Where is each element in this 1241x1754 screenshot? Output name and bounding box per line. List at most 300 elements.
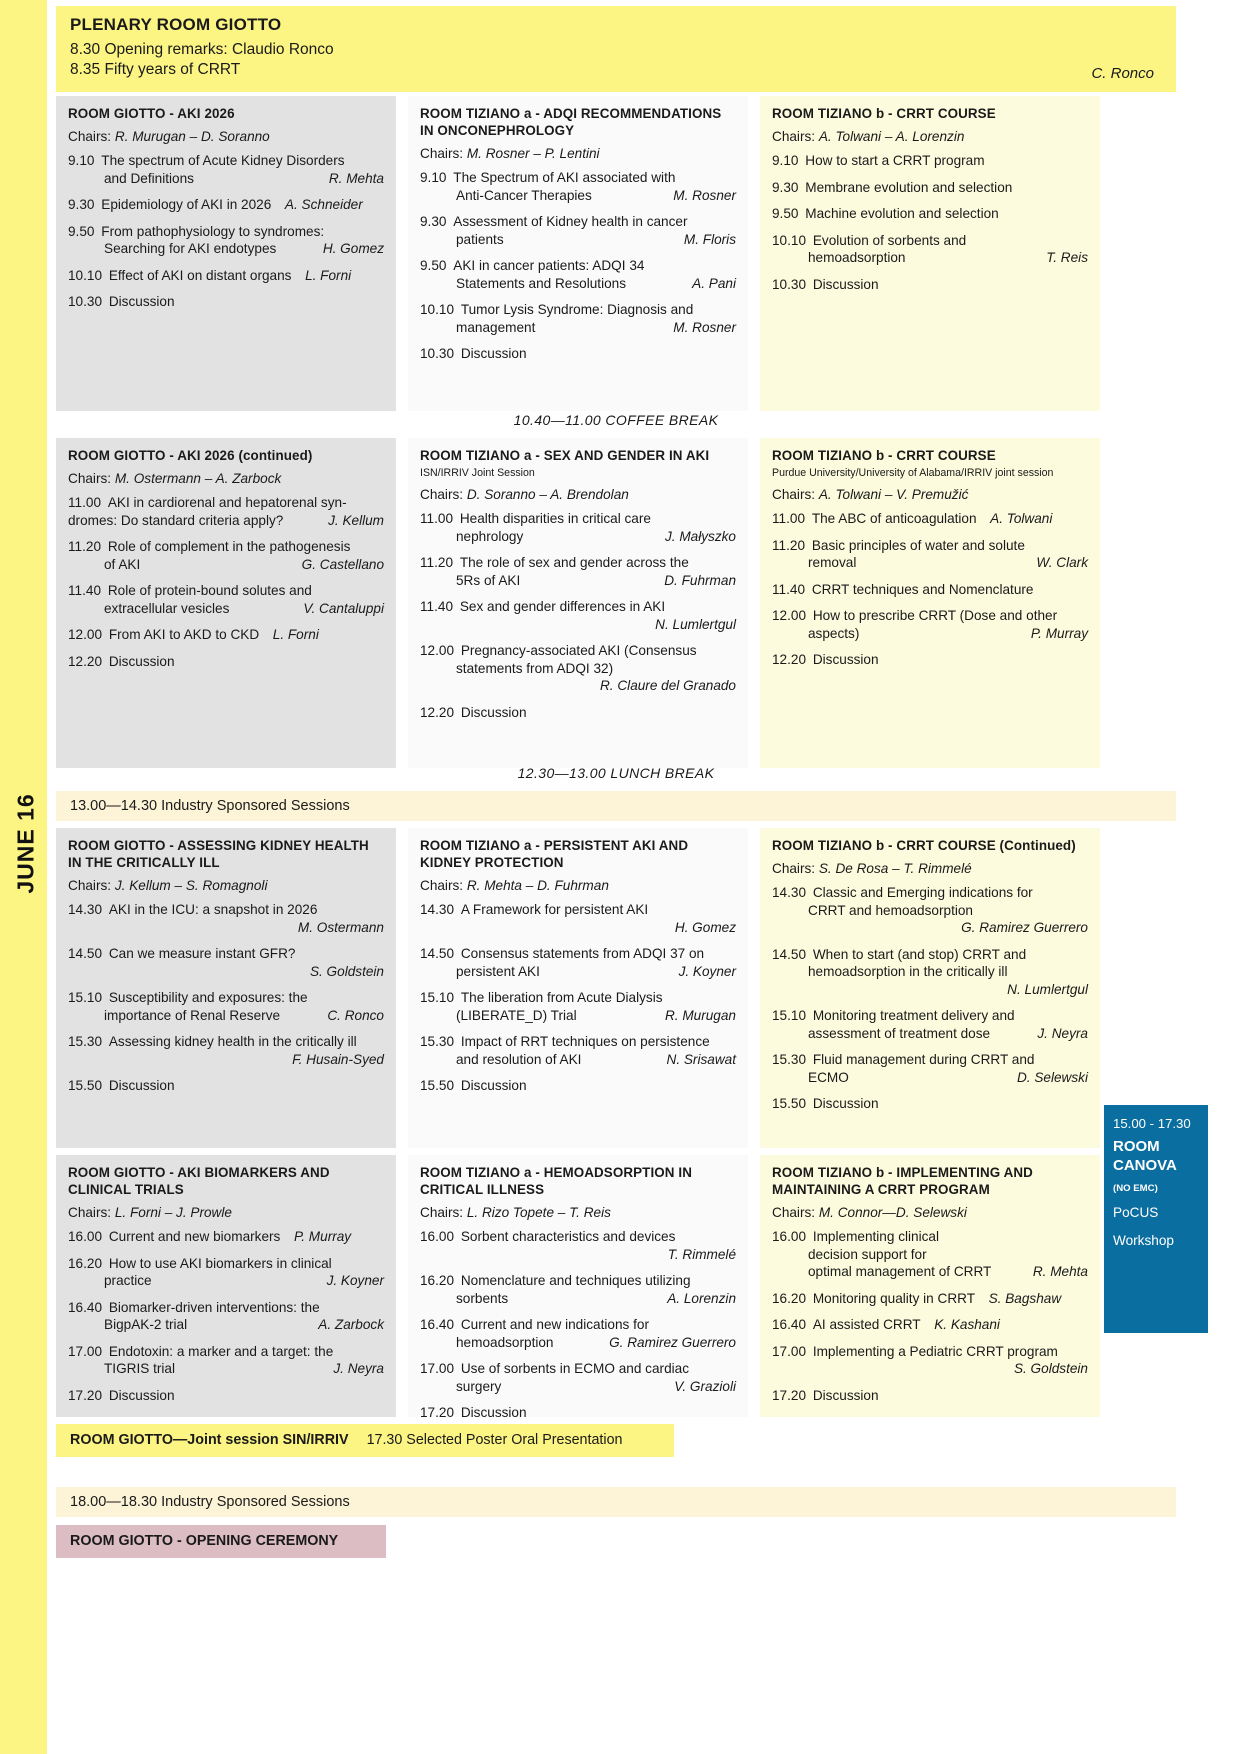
talk-time: 10.30 bbox=[420, 346, 455, 361]
pocus-room-line1: ROOM bbox=[1113, 1138, 1160, 1155]
talk-title: Discussion bbox=[108, 1387, 175, 1403]
talk-title: The spectrum of Acute Kidney Disorders bbox=[101, 153, 345, 168]
talk-title: Basic principles of water and solute bbox=[811, 537, 1025, 553]
talk-time: 11.00 bbox=[772, 511, 806, 526]
talk-speaker: R. Claure del Granado bbox=[599, 678, 736, 693]
opening-ceremony-bar[interactable]: ROOM GIOTTO - OPENING CEREMONY bbox=[56, 1525, 386, 1558]
talk-time: 16.40 bbox=[772, 1317, 807, 1332]
talk-title: Nomenclature and techniques utilizing bbox=[460, 1273, 691, 1288]
session-room-title: ROOM TIZIANO a - PERSISTENT AKI AND KIDNEY PROTECTION bbox=[420, 838, 689, 870]
chairs-names: R. Murugan – D. Soranno bbox=[114, 129, 270, 144]
talk-item[interactable] bbox=[420, 1033, 736, 1068]
session-column[interactable] bbox=[760, 438, 1100, 768]
session-joint-label: Purdue University/University of Alabama/IRRIV joint session bbox=[772, 467, 1054, 479]
talk-title-cont: practice bbox=[104, 1273, 152, 1288]
talk-item[interactable] bbox=[420, 598, 736, 633]
talk-title: Discussion bbox=[460, 704, 527, 720]
talk-speaker: F. Husain-Syed bbox=[292, 1051, 384, 1067]
talk-item[interactable] bbox=[420, 301, 736, 336]
talk-item[interactable] bbox=[420, 257, 736, 292]
talk-item[interactable] bbox=[68, 494, 384, 529]
talk-item[interactable] bbox=[68, 1255, 384, 1290]
talk-title-cont: assessment of treatment dose bbox=[808, 1025, 991, 1041]
talk-item[interactable] bbox=[68, 223, 384, 258]
talk-item[interactable] bbox=[772, 179, 1088, 197]
talk-title-cont: sorbents bbox=[456, 1290, 509, 1306]
talk-item[interactable] bbox=[420, 1228, 736, 1263]
talk-time: 16.20 bbox=[420, 1273, 455, 1288]
session-column[interactable] bbox=[56, 1155, 396, 1417]
chairs-label: Chairs: bbox=[420, 487, 464, 502]
talk-speaker: P. Murray bbox=[293, 1229, 352, 1244]
session-column[interactable] bbox=[56, 438, 396, 768]
talk-time: 9.50 bbox=[420, 258, 447, 273]
lunch-break-row: 12.30—13.00 LUNCH BREAK bbox=[517, 765, 715, 781]
talk-item[interactable] bbox=[420, 510, 736, 545]
talk-title: AKI in the ICU: a snapshot in 2026 bbox=[108, 902, 318, 917]
chairs-label: Chairs: bbox=[420, 1205, 464, 1220]
talk-speaker: S. Goldstein bbox=[309, 963, 384, 979]
talk-title: Pregnancy-associated AKI (Consensus bbox=[460, 643, 697, 658]
talk-title: From pathophysiology to syndromes: bbox=[101, 223, 325, 239]
talk-item[interactable] bbox=[420, 1404, 736, 1422]
talk-speaker: W. Clark bbox=[1036, 555, 1088, 570]
talk-item[interactable] bbox=[420, 901, 736, 936]
joint-session-oral-bar[interactable] bbox=[56, 1424, 674, 1457]
talk-title: Machine evolution and selection bbox=[805, 206, 999, 221]
talk-time: 16.00 bbox=[420, 1229, 455, 1244]
talk-list bbox=[68, 901, 384, 1095]
session-room-title: ROOM GIOTTO - AKI BIOMARKERS AND CLINICAL TRIALS bbox=[68, 1165, 330, 1197]
chairs-names: L. Forni – J. Prowle bbox=[114, 1205, 232, 1220]
talk-title: Sex and gender differences in AKI bbox=[459, 599, 666, 614]
talk-title: Discussion bbox=[812, 1387, 879, 1403]
talk-title-cont: importance of Renal Reserve bbox=[104, 1007, 281, 1023]
talk-title: AI assisted CRRT bbox=[812, 1317, 921, 1332]
pocus-workshop-box[interactable] bbox=[1104, 1105, 1208, 1333]
talk-time: 12.00 bbox=[772, 608, 807, 623]
session-block-afternoon1 bbox=[56, 828, 1176, 1148]
talk-title: Discussion bbox=[812, 276, 879, 292]
talk-time: 14.50 bbox=[68, 946, 103, 961]
session-room-title: ROOM GIOTTO - AKI 2026 bbox=[68, 106, 235, 121]
schedule-sheet bbox=[47, 0, 1241, 1754]
talk-item[interactable] bbox=[420, 213, 736, 248]
talk-time: 15.30 bbox=[772, 1052, 807, 1067]
pocus-workshop-line2: Workshop bbox=[1113, 1233, 1174, 1248]
talk-time: 17.20 bbox=[420, 1405, 455, 1420]
talk-time: 11.40 bbox=[420, 599, 454, 614]
chairs-label: Chairs: bbox=[772, 1205, 816, 1220]
chairs-names: A. Tolwani – V. Premužić bbox=[818, 487, 969, 502]
talk-title-cont: Statements and Resolutions bbox=[456, 275, 627, 291]
talk-time: 17.00 bbox=[68, 1343, 103, 1359]
coffee-break-row: 10.40—11.00 COFFEE BREAK bbox=[513, 412, 719, 428]
talk-speaker: C. Ronco bbox=[327, 1007, 384, 1023]
talk-item[interactable] bbox=[772, 205, 1088, 223]
talk-list bbox=[772, 884, 1088, 1113]
session-chairs bbox=[772, 1204, 1088, 1221]
talk-title-cont: hemoadsorption in the critically ill bbox=[808, 964, 1008, 979]
talk-speaker: V. Grazioli bbox=[674, 1378, 736, 1394]
talk-time: 12.00 bbox=[420, 643, 455, 658]
talk-time: 15.10 bbox=[772, 1008, 807, 1023]
talk-title: Current and new indications for bbox=[460, 1317, 649, 1332]
talk-speaker: K. Kashani bbox=[934, 1317, 1000, 1332]
talk-time: 16.40 bbox=[420, 1317, 455, 1332]
talk-title: How to prescribe CRRT (Dose and other bbox=[812, 608, 1058, 623]
talk-time: 14.50 bbox=[420, 946, 455, 961]
talk-speaker: J. Neyra bbox=[1037, 1025, 1088, 1041]
talk-title: Impact of RRT techniques on persistence bbox=[460, 1034, 710, 1049]
pocus-time: 15.00 - 17.30 bbox=[1113, 1116, 1191, 1131]
talk-speaker: V. Cantaluppi bbox=[303, 600, 384, 616]
plenary-session-block[interactable] bbox=[56, 6, 1176, 92]
talk-title: Role of complement in the pathogenesis bbox=[107, 539, 351, 554]
talk-title: Use of sorbents in ECMO and cardiac bbox=[460, 1361, 690, 1376]
talk-speaker: R. Mehta bbox=[328, 170, 384, 186]
session-column[interactable] bbox=[408, 96, 748, 411]
session-room-title: ROOM GIOTTO - ASSESSING KIDNEY HEALTH IN THE CRITICALLY ILL bbox=[68, 838, 369, 870]
talk-title-cont: patients bbox=[456, 231, 504, 247]
session-room-title: ROOM TIZIANO b - IMPLEMENTING AND MAINTAINING A CRRT PROGRAM bbox=[772, 1165, 1033, 1197]
talk-title: Health disparities in critical care bbox=[459, 511, 651, 526]
talk-title-cont: hemoadsorption bbox=[456, 1334, 554, 1350]
talk-speaker: P. Murray bbox=[1030, 625, 1088, 641]
talk-item[interactable] bbox=[420, 345, 736, 363]
talk-time: 14.50 bbox=[772, 946, 807, 962]
talk-item[interactable] bbox=[420, 989, 736, 1024]
session-column[interactable] bbox=[408, 828, 748, 1148]
talk-title: Role of protein-bound solutes and bbox=[107, 583, 312, 598]
talk-item[interactable] bbox=[772, 1095, 1088, 1113]
talk-time: 9.10 bbox=[772, 153, 799, 168]
session-column[interactable] bbox=[408, 438, 748, 768]
talk-item[interactable] bbox=[420, 1272, 736, 1307]
talk-item[interactable] bbox=[68, 945, 384, 980]
talk-speaker: A. Tolwani bbox=[990, 511, 1053, 526]
talk-time: 15.30 bbox=[420, 1034, 455, 1049]
talk-time: 11.40 bbox=[772, 581, 806, 597]
talk-speaker: R. Mehta bbox=[1032, 1264, 1088, 1279]
talk-speaker: J. Koyner bbox=[678, 963, 736, 979]
talk-time: 15.50 bbox=[772, 1096, 807, 1111]
talk-item[interactable] bbox=[772, 537, 1088, 572]
talk-title: Discussion bbox=[460, 1405, 527, 1420]
session-joint-label: ISN/IRRIV Joint Session bbox=[420, 467, 535, 479]
talk-speaker: J. Koyner bbox=[326, 1273, 384, 1288]
talk-item[interactable] bbox=[772, 946, 1088, 999]
talk-item[interactable] bbox=[68, 653, 384, 671]
talk-item[interactable] bbox=[772, 152, 1088, 170]
talk-item[interactable] bbox=[772, 651, 1088, 669]
talk-item[interactable] bbox=[772, 1007, 1088, 1042]
talk-title: The role of sex and gender across the bbox=[459, 555, 689, 570]
session-room-title: ROOM TIZIANO b - CRRT COURSE bbox=[772, 106, 996, 121]
talk-item[interactable] bbox=[68, 626, 384, 644]
talk-item[interactable] bbox=[772, 884, 1088, 937]
talk-title: Fluid management during CRRT and bbox=[812, 1052, 1035, 1067]
talk-item[interactable] bbox=[68, 989, 384, 1024]
talk-speaker: D. Selewski bbox=[1016, 1069, 1088, 1085]
talk-list bbox=[68, 494, 384, 670]
session-block-morning2 bbox=[56, 438, 1176, 768]
session-column[interactable] bbox=[760, 1155, 1100, 1417]
talk-speaker: J. Kellum bbox=[328, 512, 384, 528]
talk-time: 11.00 bbox=[420, 511, 454, 526]
talk-item[interactable] bbox=[420, 1077, 736, 1095]
talk-title: Assessing kidney health in the critically ill bbox=[108, 1034, 357, 1049]
talk-speaker: N. Lumlertgul bbox=[1007, 981, 1088, 997]
session-chairs bbox=[772, 860, 1088, 877]
talk-title-cont: BigpAK-2 trial bbox=[104, 1317, 188, 1332]
chairs-label: Chairs: bbox=[772, 487, 816, 502]
talk-speaker: G. Castellano bbox=[301, 556, 384, 572]
talk-item[interactable] bbox=[420, 554, 736, 589]
session-chairs bbox=[772, 486, 1088, 503]
day-rail bbox=[0, 0, 47, 1754]
talk-time: 14.30 bbox=[420, 902, 455, 917]
talk-time: 11.20 bbox=[420, 555, 454, 570]
talk-item[interactable] bbox=[772, 1051, 1088, 1086]
talk-item[interactable] bbox=[68, 152, 384, 187]
talk-item[interactable] bbox=[772, 1387, 1088, 1405]
talk-speaker: S. Bagshaw bbox=[988, 1290, 1062, 1306]
talk-item[interactable] bbox=[772, 232, 1088, 267]
talk-list bbox=[772, 510, 1088, 669]
talk-time: 12.00 bbox=[68, 627, 103, 642]
session-room-title: ROOM TIZIANO a - ADQI RECOMMENDATIONS IN ONCONEPHROLOGY bbox=[420, 106, 722, 138]
talk-title: When to start (and stop) CRRT and bbox=[812, 946, 1027, 962]
pocus-workshop-line1: PoCUS bbox=[1113, 1205, 1159, 1220]
talk-title: Implementing a Pediatric CRRT program bbox=[812, 1343, 1058, 1359]
talk-title-cont: decision support for bbox=[808, 1246, 927, 1262]
talk-title: Consensus statements from ADQI 37 on bbox=[460, 946, 705, 961]
chairs-names: L. Rizo Topete – T. Reis bbox=[466, 1205, 611, 1220]
talk-title: AKI in cardiorenal and hepatorenal syn- bbox=[107, 495, 347, 510]
talk-time: 10.10 bbox=[420, 302, 455, 317]
chairs-label: Chairs: bbox=[772, 861, 816, 876]
talk-time: 17.00 bbox=[420, 1361, 455, 1376]
session-block-afternoon2 bbox=[56, 1155, 1176, 1420]
talk-time: 11.20 bbox=[772, 537, 806, 553]
talk-time: 12.20 bbox=[772, 652, 807, 667]
talk-title: Effect of AKI on distant organs bbox=[108, 267, 292, 283]
talk-title: From AKI to AKD to CKD bbox=[108, 627, 260, 642]
industry-sessions-afternoon[interactable]: 13.00—14.30 Industry Sponsored Sessions bbox=[56, 791, 1176, 821]
talk-time: 10.10 bbox=[68, 267, 103, 283]
talk-title: Discussion bbox=[108, 653, 175, 669]
talk-time: 9.50 bbox=[772, 206, 799, 221]
plenary-line-opening: 8.30 Opening remarks: Claudio Ronco bbox=[70, 41, 334, 58]
talk-time: 9.50 bbox=[68, 223, 95, 239]
talk-item[interactable] bbox=[68, 1343, 384, 1378]
talk-time: 10.10 bbox=[772, 232, 807, 248]
chairs-label: Chairs: bbox=[420, 146, 464, 161]
talk-title: Biomarker-driven interventions: the bbox=[108, 1299, 320, 1315]
talk-item[interactable] bbox=[420, 1316, 736, 1351]
talk-item[interactable] bbox=[68, 1033, 384, 1068]
talk-title: A Framework for persistent AKI bbox=[460, 902, 649, 917]
talk-time: 9.10 bbox=[68, 153, 95, 168]
talk-time: 11.40 bbox=[68, 583, 102, 598]
talk-title: Sorbent characteristics and devices bbox=[460, 1229, 676, 1244]
talk-list bbox=[420, 901, 736, 1095]
talk-item[interactable] bbox=[772, 581, 1088, 599]
talk-time: 17.20 bbox=[68, 1387, 103, 1403]
session-room-title: ROOM TIZIANO b - CRRT COURSE (Continued) bbox=[772, 838, 1076, 853]
session-chairs bbox=[68, 470, 384, 487]
talk-item[interactable] bbox=[420, 169, 736, 204]
plenary-title: PLENARY ROOM GIOTTO bbox=[70, 15, 282, 34]
talk-time: 11.20 bbox=[68, 539, 102, 554]
talk-title-cont: persistent AKI bbox=[456, 963, 540, 979]
chairs-names: D. Soranno – A. Brendolan bbox=[466, 487, 629, 502]
session-chairs bbox=[68, 1204, 384, 1221]
talk-title: Assessment of Kidney health in cancer bbox=[453, 214, 688, 229]
talk-title: Discussion bbox=[812, 652, 879, 667]
session-block-morning1 bbox=[56, 96, 1176, 411]
talk-time: 16.20 bbox=[68, 1255, 103, 1271]
talk-time: 17.20 bbox=[772, 1387, 807, 1403]
talk-item[interactable] bbox=[68, 538, 384, 573]
talk-title-cont: surgery bbox=[456, 1378, 502, 1394]
session-column[interactable] bbox=[760, 96, 1100, 411]
talk-speaker: M. Rosner bbox=[673, 187, 736, 203]
talk-time: 16.40 bbox=[68, 1299, 103, 1315]
talk-item[interactable] bbox=[772, 1290, 1088, 1308]
chairs-names: R. Mehta – D. Fuhrman bbox=[466, 878, 609, 893]
talk-item[interactable] bbox=[68, 196, 384, 214]
talk-title: Discussion bbox=[108, 1078, 175, 1093]
talk-item[interactable] bbox=[772, 607, 1088, 642]
talk-title: Discussion bbox=[108, 294, 175, 309]
plenary-line-fifty-years: 8.35 Fifty years of CRRT bbox=[70, 61, 241, 78]
talk-time: 17.00 bbox=[772, 1343, 807, 1359]
talk-item[interactable] bbox=[772, 1316, 1088, 1334]
talk-speaker: S. Goldstein bbox=[1013, 1361, 1088, 1376]
talk-list bbox=[68, 1228, 384, 1404]
talk-title: Classic and Emerging indications for bbox=[812, 885, 1033, 900]
session-chairs bbox=[68, 877, 384, 894]
talk-time: 9.30 bbox=[68, 197, 95, 212]
talk-list bbox=[420, 169, 736, 363]
talk-time: 10.30 bbox=[772, 276, 807, 292]
talk-list bbox=[420, 510, 736, 721]
chairs-label: Chairs: bbox=[68, 1205, 112, 1220]
talk-title: How to use AKI biomarkers in clinical bbox=[108, 1255, 332, 1271]
session-chairs bbox=[772, 128, 1088, 145]
talk-title-cont: and Definitions bbox=[104, 170, 194, 186]
talk-speaker: H. Gomez bbox=[674, 919, 736, 935]
joint-session-title: ROOM GIOTTO—Joint session SIN/IRRIV bbox=[70, 1432, 349, 1448]
talk-title-cont: 5Rs of AKI bbox=[456, 572, 521, 588]
talk-title: Evolution of sorbents and bbox=[812, 232, 967, 248]
session-column[interactable] bbox=[56, 96, 396, 411]
talk-time: 14.30 bbox=[68, 902, 103, 917]
talk-title: Discussion bbox=[812, 1096, 879, 1111]
talk-title: The ABC of anticoagulation bbox=[811, 511, 977, 526]
session-column[interactable] bbox=[408, 1155, 748, 1420]
talk-speaker: G. Ramirez Guerrero bbox=[609, 1334, 736, 1350]
talk-speaker: A. Schneider bbox=[284, 197, 363, 212]
talk-item[interactable] bbox=[68, 267, 384, 285]
talk-list bbox=[772, 152, 1088, 293]
talk-speaker: T. Reis bbox=[1046, 250, 1088, 265]
talk-title-cont: removal bbox=[808, 555, 857, 570]
talk-title: Tumor Lysis Syndrome: Diagnosis and bbox=[460, 302, 694, 317]
talk-item[interactable] bbox=[68, 901, 384, 936]
session-chairs bbox=[420, 877, 736, 894]
pocus-room-line2: CANOVA bbox=[1113, 1157, 1177, 1174]
talk-title-cont: and resolution of AKI bbox=[456, 1051, 582, 1067]
talk-speaker: T. Rimmelé bbox=[667, 1246, 736, 1262]
talk-item[interactable] bbox=[420, 704, 736, 722]
talk-item[interactable] bbox=[68, 1387, 384, 1405]
chairs-label: Chairs: bbox=[420, 878, 464, 893]
talk-list bbox=[68, 152, 384, 311]
talk-title: Implementing clinical bbox=[812, 1229, 940, 1244]
talk-item[interactable] bbox=[420, 642, 736, 695]
talk-speaker: L. Forni bbox=[305, 267, 352, 283]
talk-title: Monitoring quality in CRRT bbox=[812, 1290, 976, 1306]
talk-item[interactable] bbox=[772, 1343, 1088, 1378]
talk-item[interactable] bbox=[772, 510, 1088, 528]
pocus-no-emc: (NO EMC) bbox=[1113, 1183, 1158, 1194]
talk-item[interactable] bbox=[420, 945, 736, 980]
talk-title-cont: ECMO bbox=[808, 1069, 849, 1085]
talk-speaker: R. Murugan bbox=[664, 1007, 736, 1023]
talk-item[interactable] bbox=[68, 582, 384, 617]
session-chairs bbox=[420, 1204, 736, 1221]
talk-list bbox=[772, 1228, 1088, 1404]
talk-item[interactable] bbox=[68, 1077, 384, 1095]
talk-speaker: A. Pani bbox=[692, 275, 736, 291]
talk-speaker: M. Floris bbox=[683, 231, 736, 247]
session-chairs bbox=[420, 486, 736, 503]
session-column[interactable] bbox=[760, 828, 1100, 1148]
talk-title-cont: CRRT and hemoadsorption bbox=[808, 902, 973, 918]
talk-title: The Spectrum of AKI associated with bbox=[453, 170, 676, 185]
plenary-speaker: C. Ronco bbox=[1091, 65, 1154, 82]
talk-item[interactable] bbox=[772, 1228, 1088, 1281]
talk-title-cont: nephrology bbox=[456, 528, 524, 544]
talk-speaker: H. Gomez bbox=[322, 241, 384, 256]
talk-title-cont: Anti-Cancer Therapies bbox=[456, 187, 592, 203]
talk-item[interactable] bbox=[68, 1228, 384, 1246]
session-chairs bbox=[420, 145, 736, 162]
talk-time: 12.20 bbox=[68, 653, 103, 669]
talk-title-cont: of AKI bbox=[104, 556, 141, 572]
session-room-title: ROOM TIZIANO a - SEX AND GENDER IN AKI bbox=[420, 448, 710, 463]
chairs-names: M. Connor—D. Selewski bbox=[818, 1205, 967, 1220]
session-column[interactable] bbox=[56, 828, 396, 1148]
talk-speaker: M. Rosner bbox=[673, 319, 736, 335]
talk-item[interactable] bbox=[420, 1360, 736, 1395]
industry-sessions-evening[interactable]: 18.00—18.30 Industry Sponsored Sessions bbox=[56, 1487, 1176, 1517]
talk-time: 12.20 bbox=[420, 704, 455, 720]
talk-speaker: G. Ramirez Guerrero bbox=[961, 920, 1088, 935]
chairs-names: A. Tolwani – A. Lorenzin bbox=[818, 129, 965, 144]
talk-time: 11.00 bbox=[68, 495, 102, 510]
talk-time: 16.20 bbox=[772, 1290, 807, 1306]
talk-item[interactable] bbox=[68, 1299, 384, 1334]
session-chairs bbox=[68, 128, 384, 145]
talk-item[interactable] bbox=[772, 276, 1088, 294]
talk-time: 15.10 bbox=[68, 990, 103, 1005]
talk-time: 15.30 bbox=[68, 1034, 103, 1049]
talk-item[interactable] bbox=[68, 293, 384, 311]
